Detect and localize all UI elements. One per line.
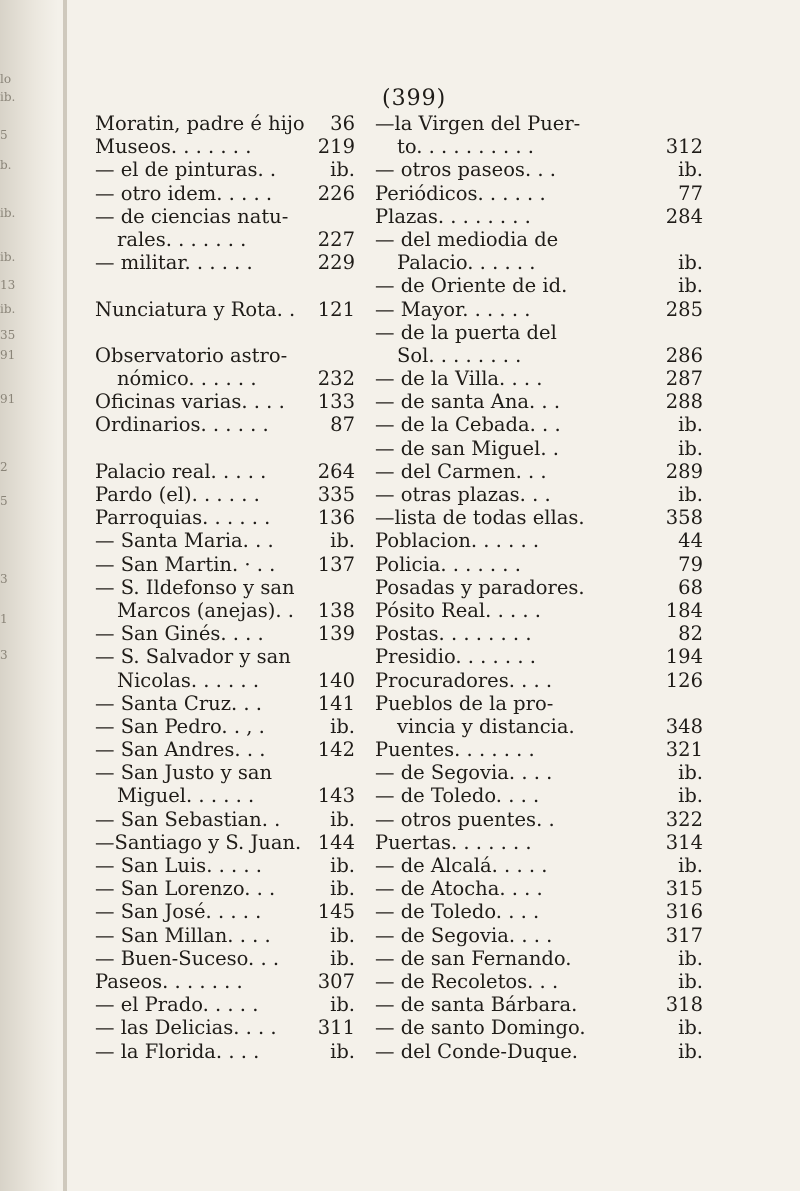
entry-page-ref: 358 — [665, 506, 703, 530]
entry-text: — Buen-Suceso. . . — [95, 946, 280, 970]
entry-text: — San José. . . . . — [95, 900, 262, 924]
index-entry — [95, 599, 355, 622]
entry-text: Palacio. . . . . . — [397, 251, 536, 275]
entry-text: — de Toledo. . . . — [375, 900, 540, 924]
index-entry — [375, 437, 703, 460]
entry-page-ref: 316 — [665, 900, 703, 924]
entry-text: — de Recoletos. . . — [375, 969, 559, 993]
index-entry — [95, 344, 355, 367]
index-entry — [95, 831, 355, 854]
index-entry — [375, 298, 703, 321]
entry-text: —lista de todas ellas. — [375, 506, 585, 530]
entry-text: — del Conde-Duque. — [375, 1039, 578, 1063]
entry-text: Observatorio astro- — [95, 343, 288, 367]
index-entry — [95, 645, 355, 668]
index-entry — [375, 715, 703, 738]
index-entry — [375, 228, 703, 251]
bleed-mark: ib. — [0, 90, 16, 104]
bleed-mark: 91 — [0, 392, 16, 406]
index-entry — [95, 298, 355, 321]
index-entry — [375, 784, 703, 807]
index-entry — [95, 390, 355, 413]
entry-page-ref: 348 — [665, 714, 703, 738]
entry-page-ref: ib. — [678, 483, 703, 506]
index-entry — [95, 715, 355, 738]
index-entry — [375, 182, 703, 205]
index-entry — [375, 645, 703, 668]
entry-text: — la Florida. . . . — [95, 1039, 260, 1063]
entry-page-ref: 219 — [317, 135, 355, 159]
index-entry — [95, 483, 355, 506]
entry-text: Pósito Real. . . . . — [375, 598, 541, 622]
bleed-mark: 5 — [0, 128, 8, 142]
entry-text: nómico. . . . . . — [117, 367, 257, 391]
bleed-mark: 5 — [0, 494, 8, 508]
entry-page-ref: 229 — [317, 251, 355, 275]
entry-page-ref: ib. — [678, 436, 703, 460]
index-entry — [375, 390, 703, 413]
index-entry — [375, 877, 703, 900]
entry-text: Procuradores. . . . — [375, 668, 553, 692]
entry-page-ref: ib. — [330, 946, 355, 970]
entry-text: Marcos (anejas). . — [117, 598, 294, 622]
entry-page-ref: 145 — [317, 900, 355, 924]
entry-text: Pardo (el). . . . . . — [95, 483, 260, 506]
index-entry — [95, 692, 355, 715]
entry-page-ref: ib. — [678, 946, 703, 970]
index-entry — [375, 460, 703, 483]
entry-page-ref: 121 — [317, 297, 355, 321]
entry-text: — de santo Domingo. — [375, 1016, 586, 1040]
bleed-mark: 1 — [0, 612, 8, 626]
index-entry — [95, 460, 355, 483]
entry-text: — del Carmen. . . — [375, 459, 547, 483]
entry-page-ref: 137 — [317, 552, 355, 576]
entry-text: — de santa Bárbara. — [375, 993, 578, 1017]
index-entry — [95, 182, 355, 205]
entry-text: — de Segovia. . . . — [375, 923, 553, 947]
index-entry — [375, 251, 703, 274]
entry-text: — de santa Ana. . . — [375, 390, 561, 414]
entry-page-ref: ib. — [330, 529, 355, 553]
entry-page-ref: 264 — [317, 459, 355, 483]
bleed-mark: 2 — [0, 460, 8, 474]
bleed-mark: ib. — [0, 302, 16, 316]
index-entry — [95, 738, 355, 761]
bleed-mark: ib. — [0, 250, 16, 264]
entry-text: Parroquias. . . . . . — [95, 506, 271, 530]
entry-text: Periódicos. . . . . . — [375, 181, 546, 205]
entry-text: — otro idem. . . . . — [95, 181, 273, 205]
index-entry — [95, 784, 355, 807]
index-entry — [95, 1040, 355, 1063]
index-entry — [95, 367, 355, 390]
entry-page-ref: 136 — [317, 506, 355, 530]
entry-page-ref: ib. — [678, 274, 703, 298]
entry-page-ref: 286 — [665, 343, 703, 367]
entry-text: Nunciatura y Rota. . — [95, 297, 296, 321]
entry-page-ref: 284 — [665, 204, 703, 228]
entry-text: — de san Fernando. — [375, 946, 572, 970]
entry-page-ref: 322 — [665, 807, 703, 831]
entry-page-ref: 143 — [317, 784, 355, 808]
index-column-right — [375, 112, 703, 1063]
bleed-mark: 35 — [0, 328, 16, 342]
entry-text: — San Luis. . . . . — [95, 854, 262, 877]
entry-text: — San Sebastian. . — [95, 807, 281, 831]
entry-text: Miguel. . . . . . — [117, 784, 255, 808]
index-entry — [95, 158, 355, 181]
entry-page-ref: ib. — [330, 854, 355, 877]
entry-text: Posadas y paradores. — [375, 575, 585, 599]
entry-page-ref: ib. — [330, 158, 355, 182]
entry-page-ref: 285 — [665, 297, 703, 321]
entry-text: — el de pinturas. . — [95, 158, 277, 182]
index-entry — [375, 900, 703, 923]
entry-text: — San Millan. . . . — [95, 923, 271, 947]
entry-page-ref: 126 — [665, 668, 703, 692]
entry-text: — las Delicias. . . . — [95, 1016, 277, 1040]
entry-text: Paseos. . . . . . . — [95, 969, 243, 993]
index-entry — [375, 344, 703, 367]
entry-page-ref: 288 — [665, 390, 703, 414]
index-entry — [95, 900, 355, 923]
entry-text: Presidio. . . . . . . — [375, 645, 536, 669]
entry-page-ref: 44 — [678, 529, 703, 553]
entry-page-ref: 79 — [678, 552, 703, 576]
entry-page-ref: 194 — [665, 645, 703, 669]
entry-page-ref: ib. — [678, 251, 703, 275]
entry-text: — de la Villa. . . . — [375, 367, 543, 391]
bleed-through-margin — [0, 0, 28, 730]
index-entry — [95, 970, 355, 993]
entry-page-ref: 232 — [317, 367, 355, 391]
entry-page-ref: 36 — [330, 112, 355, 135]
index-entry — [375, 808, 703, 831]
index-entry — [95, 553, 355, 576]
entry-page-ref: ib. — [330, 1039, 355, 1063]
entry-text: — Santa Cruz. . . — [95, 691, 262, 715]
bleed-mark: 3 — [0, 648, 8, 662]
index-entry — [95, 576, 355, 599]
entry-text: —la Virgen del Puer- — [375, 112, 581, 135]
index-column-left — [95, 112, 355, 1063]
bleed-mark: 91 — [0, 348, 16, 362]
entry-text: Nicolas. . . . . . — [117, 668, 260, 692]
index-entry — [375, 413, 703, 436]
index-entry — [375, 970, 703, 993]
index-entry — [375, 321, 703, 344]
bleed-mark: ib. — [0, 206, 16, 220]
entry-text: — San Justo y san — [95, 761, 273, 785]
index-entry — [95, 924, 355, 947]
entry-text: Postas. . . . . . . . — [375, 622, 532, 646]
index-entry — [95, 251, 355, 274]
index-entry — [375, 924, 703, 947]
index-entry — [375, 669, 703, 692]
entry-page-ref: 144 — [317, 830, 355, 854]
entry-text: — militar. . . . . . — [95, 251, 253, 275]
index-entry — [375, 831, 703, 854]
index-entry — [375, 135, 703, 158]
index-entry — [95, 669, 355, 692]
index-entry — [95, 506, 355, 529]
entry-text: — de ciencias natu- — [95, 204, 289, 228]
page-number: (399) — [382, 86, 447, 111]
entry-text: — de Atocha. . . . — [375, 877, 543, 901]
index-entry — [375, 1040, 703, 1063]
entry-text: Museos. . . . . . . — [95, 135, 252, 159]
index-entry — [375, 506, 703, 529]
entry-page-ref: ib. — [678, 158, 703, 182]
entry-page-ref: 321 — [665, 738, 703, 762]
entry-text: Pueblos de la pro- — [375, 691, 554, 715]
index-entry — [375, 761, 703, 784]
entry-page-ref: 318 — [665, 993, 703, 1017]
index-entry — [95, 1016, 355, 1039]
index-entry — [95, 947, 355, 970]
entry-text: — Santa Maria. . . — [95, 529, 274, 553]
entry-page-ref: 68 — [678, 575, 703, 599]
entry-page-ref: 141 — [317, 691, 355, 715]
entry-page-ref: ib. — [678, 1016, 703, 1040]
entry-page-ref: 315 — [665, 877, 703, 901]
entry-page-ref: 138 — [317, 598, 355, 622]
index-entry — [95, 413, 355, 436]
entry-text: Oficinas varias. . . . — [95, 390, 285, 414]
index-entry — [375, 599, 703, 622]
entry-page-ref: 82 — [678, 622, 703, 646]
entry-page-ref: 77 — [678, 181, 703, 205]
index-entry — [95, 112, 355, 135]
entry-page-ref: ib. — [678, 784, 703, 808]
entry-text: Sol. . . . . . . . — [397, 343, 522, 367]
entry-text: — S. Ildefonso y san — [95, 575, 295, 599]
entry-text: Poblacion. . . . . . — [375, 529, 540, 553]
index-entry — [375, 622, 703, 645]
index-entry — [95, 761, 355, 784]
entry-text: — San Andres. . . — [95, 738, 266, 762]
entry-page-ref: ib. — [330, 714, 355, 738]
index-entry — [95, 321, 355, 344]
index-entry — [95, 135, 355, 158]
index-entry — [375, 576, 703, 599]
entry-page-ref: 317 — [665, 923, 703, 947]
entry-page-ref: 311 — [317, 1016, 355, 1040]
entry-text: — otros paseos. . . — [375, 158, 556, 182]
entry-text: — del mediodia de — [375, 227, 559, 251]
entry-page-ref: ib. — [330, 923, 355, 947]
index-entry — [95, 622, 355, 645]
index-entry — [375, 158, 703, 181]
entry-text: — otros puentes. . — [375, 807, 555, 831]
entry-page-ref: 139 — [317, 622, 355, 646]
entry-text: Policia. . . . . . . — [375, 552, 521, 576]
bleed-mark: lo — [0, 72, 12, 86]
index-entry — [375, 947, 703, 970]
entry-text: rales. . . . . . . — [117, 227, 247, 251]
index-entry — [95, 808, 355, 831]
entry-page-ref: 226 — [317, 181, 355, 205]
bleed-mark: 13 — [0, 278, 16, 292]
entry-page-ref: 133 — [317, 390, 355, 414]
entry-page-ref: ib. — [330, 807, 355, 831]
index-entry — [375, 529, 703, 552]
index-entry — [375, 367, 703, 390]
bleed-mark: 3 — [0, 572, 8, 586]
index-entry — [95, 274, 355, 297]
index-entry — [95, 228, 355, 251]
entry-text: Puentes. . . . . . . — [375, 738, 535, 762]
entry-text: — de Oriente de id. — [375, 274, 568, 298]
entry-text: Palacio real. . . . . — [95, 459, 267, 483]
entry-page-ref: 335 — [317, 483, 355, 506]
entry-text: Puertas. . . . . . . — [375, 830, 532, 854]
entry-text: — otras plazas. . . — [375, 483, 551, 506]
entry-text: Ordinarios. . . . . . — [95, 413, 269, 437]
entry-text: vincia y distancia. — [397, 714, 575, 738]
index-entry — [375, 993, 703, 1016]
index-entry — [375, 483, 703, 506]
entry-page-ref: 142 — [317, 738, 355, 762]
index-entry — [375, 1016, 703, 1039]
entry-text: to. . . . . . . . . . — [397, 135, 535, 159]
entry-text: — San Ginés. . . . — [95, 622, 264, 646]
entry-page-ref: ib. — [330, 877, 355, 901]
index-entry — [95, 437, 355, 460]
index-entry — [375, 738, 703, 761]
entry-text: Moratin, padre é hijo — [95, 112, 305, 135]
binding-line — [63, 0, 67, 1191]
index-entry — [375, 692, 703, 715]
entry-page-ref: ib. — [330, 993, 355, 1017]
entry-text: — San Lorenzo. . . — [95, 877, 276, 901]
index-entry — [95, 529, 355, 552]
index-entry — [375, 553, 703, 576]
entry-text: — de Alcalá. . . . . — [375, 854, 548, 877]
entry-text: — San Pedro. . , . — [95, 714, 265, 738]
entry-text: — de Toledo. . . . — [375, 784, 540, 808]
entry-page-ref: 87 — [330, 413, 355, 437]
entry-page-ref: 307 — [317, 969, 355, 993]
entry-page-ref: 140 — [317, 668, 355, 692]
entry-text: — de la Cebada. . . — [375, 413, 561, 437]
entry-page-ref: 227 — [317, 227, 355, 251]
entry-text: — San Martin. · . . — [95, 552, 276, 576]
entry-page-ref: ib. — [678, 1039, 703, 1063]
entry-page-ref: 287 — [665, 367, 703, 391]
entry-page-ref: ib. — [678, 761, 703, 785]
index-entry — [375, 854, 703, 877]
entry-page-ref: ib. — [678, 969, 703, 993]
entry-text: —Santiago y S. Juan. — [95, 830, 302, 854]
index-entry — [95, 993, 355, 1016]
index-entry — [95, 854, 355, 877]
index-entry — [375, 112, 703, 135]
entry-text: — Mayor. . . . . . — [375, 297, 531, 321]
entry-text: — de san Miguel. . — [375, 436, 559, 460]
entry-text: — el Prado. . . . . — [95, 993, 259, 1017]
entry-text: Plazas. . . . . . . . — [375, 204, 531, 228]
index-entry — [95, 877, 355, 900]
entry-page-ref: 312 — [665, 135, 703, 159]
entry-page-ref: ib. — [678, 854, 703, 877]
entry-page-ref: 314 — [665, 830, 703, 854]
entry-page-ref: 289 — [665, 459, 703, 483]
bleed-mark: b. — [0, 158, 12, 172]
entry-text: — S. Salvador y san — [95, 645, 291, 669]
entry-text: — de Segovia. . . . — [375, 761, 553, 785]
entry-page-ref: ib. — [678, 413, 703, 437]
entry-text: — de la puerta del — [375, 320, 557, 344]
index-entry — [375, 205, 703, 228]
index-entry — [375, 274, 703, 297]
index-entry — [95, 205, 355, 228]
entry-page-ref: 184 — [665, 598, 703, 622]
